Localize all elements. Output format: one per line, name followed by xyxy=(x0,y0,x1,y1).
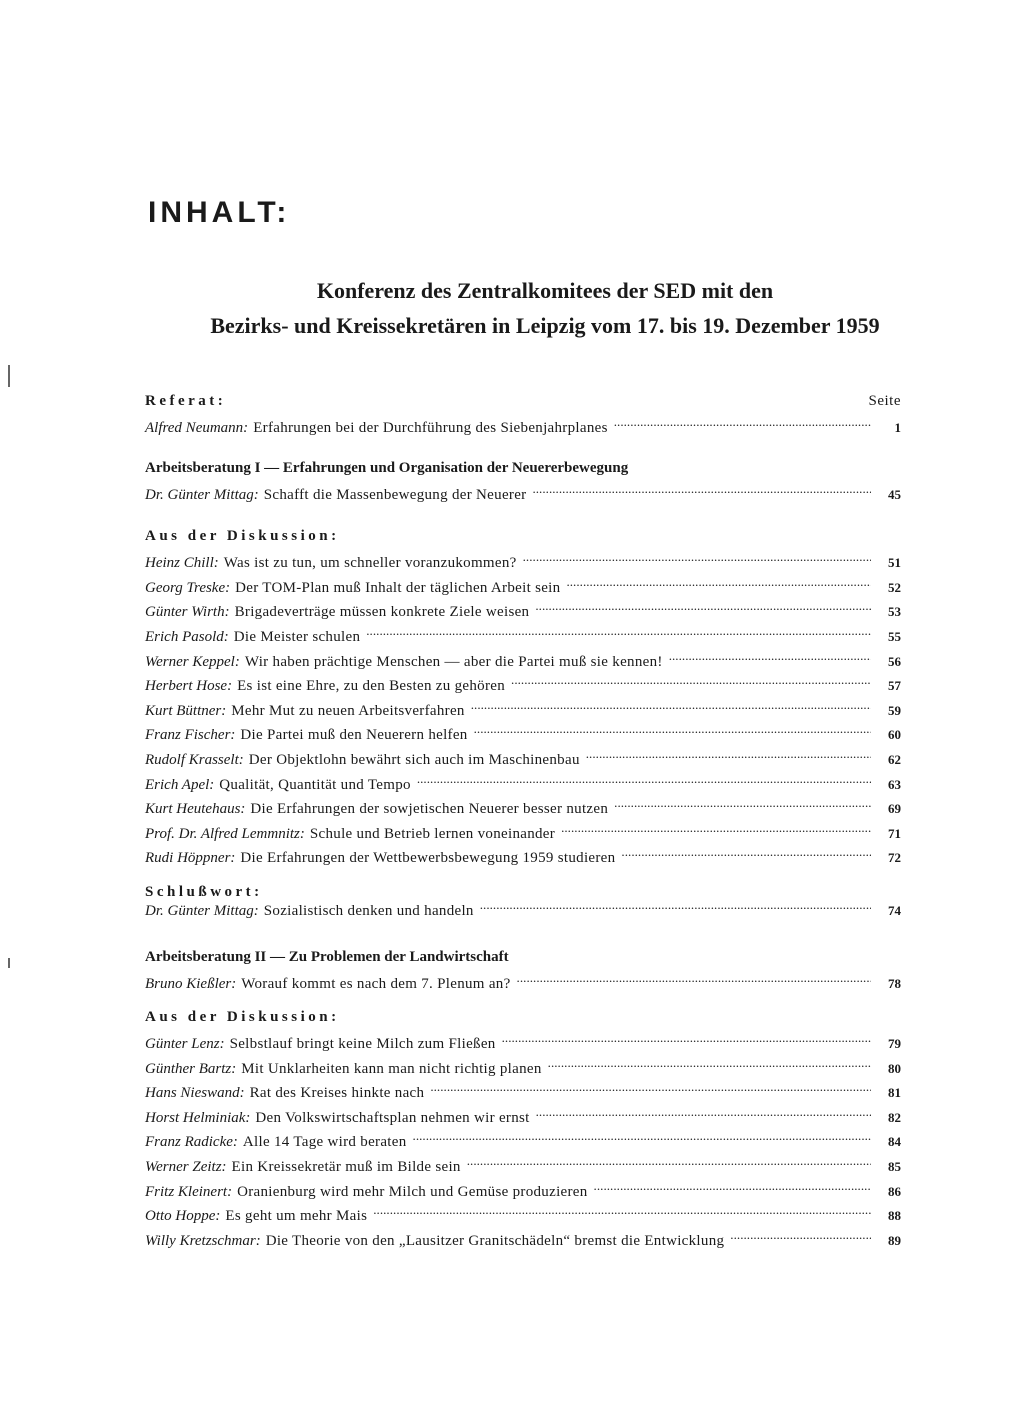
entry-author: Günter Lenz: xyxy=(145,1036,225,1053)
schlusswort-label: Schlußwort: xyxy=(145,883,263,900)
toc-entry xyxy=(145,602,901,627)
toc-entry xyxy=(145,1157,901,1182)
leader-dots xyxy=(523,555,871,569)
entry-title: Rat des Kreises hinkte nach xyxy=(249,1085,425,1102)
ab2-discussion-list xyxy=(145,1034,901,1255)
toc-entry xyxy=(145,775,901,800)
entry-title: Mehr Mut zu neuen Arbeitsverfahren xyxy=(231,702,465,719)
entry-author: Georg Treske: xyxy=(145,579,231,596)
entry-title: Schafft die Massenbewegung der Neuerer xyxy=(263,486,527,503)
toc-entry xyxy=(145,1083,901,1108)
entry-page: 86 xyxy=(888,1183,901,1199)
entry-author: Werner Keppel: xyxy=(145,653,240,670)
leader-dots xyxy=(730,1233,871,1247)
referat-heading-row xyxy=(145,382,901,410)
subtitle-line-1: Konferenz des Zentralkomitees der SED mit den xyxy=(316,278,774,303)
entry-page: 53 xyxy=(888,604,901,620)
entry-title: Erfahrungen bei der Durchführung des Siebenjahrplanes xyxy=(253,420,608,436)
entry-page: 63 xyxy=(888,776,901,792)
table-of-contents xyxy=(145,382,901,1255)
discussion-heading xyxy=(145,517,901,545)
leader-dots xyxy=(621,850,871,864)
entry-title: Es ist eine Ehre, zu den Besten zu gehören xyxy=(237,678,506,695)
leader-dots xyxy=(366,629,871,643)
entry-title: Oranienburg wird mehr Milch und Gemüse produzieren xyxy=(237,1183,588,1200)
toc-entry xyxy=(145,578,901,603)
leader-dots xyxy=(561,826,871,840)
entry-page: 62 xyxy=(888,751,901,767)
leader-dots xyxy=(430,1085,871,1099)
toc-entry xyxy=(145,1206,901,1231)
entry-page: 59 xyxy=(888,702,901,718)
toc-entry xyxy=(145,418,901,443)
toc-entry xyxy=(145,1059,901,1084)
entry-author: Hans Nieswand: xyxy=(145,1085,245,1102)
ab1-discussion-list xyxy=(145,553,901,873)
toc-entry xyxy=(145,485,901,510)
toc-entry xyxy=(145,1231,901,1256)
entry-author: Prof. Dr. Alfred Lemmnitz: xyxy=(145,825,305,842)
entry-author: Günther Bartz: xyxy=(145,1060,237,1077)
entry-title: Die Erfahrungen der Wettbewerbsbewegung 1959 studieren xyxy=(240,850,616,867)
leader-dots xyxy=(471,703,871,717)
margin-mark xyxy=(8,958,10,968)
entry-title: Selbstlauf bringt keine Milch zum Fließen xyxy=(229,1036,496,1053)
leader-dots xyxy=(413,1134,871,1148)
entry-page: 57 xyxy=(888,678,901,694)
entry-author: Alfred Neumann: xyxy=(145,420,249,436)
entry-title: Schule und Betrieb lernen voneinander xyxy=(309,825,556,842)
leader-dots xyxy=(586,752,871,766)
toc-entry xyxy=(145,824,901,849)
entry-page: 74 xyxy=(888,902,901,918)
entry-author: Fritz Kleinert: xyxy=(145,1183,233,1200)
leader-dots xyxy=(566,580,871,594)
leader-dots xyxy=(614,801,871,815)
entry-title: Es geht um mehr Mais xyxy=(225,1208,368,1225)
toc-entry xyxy=(145,1182,901,1207)
toc-entry xyxy=(145,901,901,926)
toc-entry xyxy=(145,1034,901,1059)
leader-dots xyxy=(535,604,871,618)
leader-dots xyxy=(532,487,871,501)
entry-page: 89 xyxy=(888,1232,901,1248)
seite-label: Seite xyxy=(868,393,901,409)
entry-author: Kurt Heutehaus: xyxy=(145,801,246,818)
entry-page: 79 xyxy=(888,1036,901,1052)
leader-dots xyxy=(614,420,871,434)
entry-title: Worauf kommt es nach dem 7. Plenum an? xyxy=(241,975,511,992)
entry-page: 52 xyxy=(888,579,901,595)
entry-page: 82 xyxy=(888,1109,901,1125)
entry-author: Otto Hoppe: xyxy=(145,1208,221,1225)
entry-page: 69 xyxy=(888,801,901,817)
toc-entry xyxy=(145,848,901,873)
entry-title: Der TOM-Plan muß Inhalt der täglichen Arbeit sein xyxy=(235,579,561,596)
entry-author: Werner Zeitz: xyxy=(145,1159,227,1176)
subtitle-line-2: Bezirks- und Kreissekretären in Leipzig vom 17. bis 19. Dezember 1959 xyxy=(210,313,880,338)
entry-author: Dr. Günter Mittag: xyxy=(145,902,259,919)
entry-page: 88 xyxy=(888,1208,901,1224)
leader-dots xyxy=(511,678,871,692)
entry-page: 51 xyxy=(888,555,901,571)
entry-author: Franz Fischer: xyxy=(145,727,236,744)
leader-dots xyxy=(480,903,871,917)
toc-entry xyxy=(145,725,901,750)
entry-page: 71 xyxy=(888,825,901,841)
leader-dots xyxy=(417,777,871,791)
entry-page: 60 xyxy=(888,727,901,743)
entry-title: Wir haben prächtige Menschen — aber die Partei muß sie kennen! xyxy=(244,653,663,670)
toc-entry xyxy=(145,1132,901,1157)
entry-author: Kurt Büttner: xyxy=(145,702,227,719)
entry-title: Qualität, Quantität und Tempo xyxy=(219,776,411,793)
entry-page: 85 xyxy=(888,1159,901,1175)
entry-title: Sozialistisch denken und handeln xyxy=(263,902,474,919)
entry-author: Erich Pasold: xyxy=(145,628,229,645)
entry-title: Die Partei muß den Neuerern helfen xyxy=(240,727,468,744)
discussion-label: Aus der Diskussion: xyxy=(145,1009,340,1026)
leader-dots xyxy=(669,654,871,668)
leader-dots xyxy=(536,1110,871,1124)
entry-title: Alle 14 Tage wird beraten xyxy=(242,1134,407,1151)
entry-page: 55 xyxy=(888,628,901,644)
entry-page: 78 xyxy=(888,975,901,991)
leader-dots xyxy=(474,727,871,741)
entry-author: Rudi Höppner: xyxy=(145,850,236,867)
entry-author: Rudolf Krasselt: xyxy=(145,751,244,768)
entry-author: Bruno Kießler: xyxy=(145,975,237,992)
entry-page: 45 xyxy=(888,486,901,502)
entry-author: Erich Apel: xyxy=(145,776,215,793)
leader-dots xyxy=(517,976,871,990)
leader-dots xyxy=(467,1159,871,1173)
entry-author: Horst Helminiak: xyxy=(145,1109,251,1126)
leader-dots xyxy=(594,1184,871,1198)
entry-title: Den Volkswirtschaftsplan nehmen wir ernst xyxy=(255,1109,530,1126)
toc-entry xyxy=(145,652,901,677)
discussion-label: Aus der Diskussion: xyxy=(145,528,340,545)
entry-page: 84 xyxy=(888,1134,901,1150)
entry-title: Die Theorie von den „Lausitzer Granitschädeln“ bremst die Entwicklung xyxy=(265,1232,725,1249)
entry-title: Die Erfahrungen der sowjetischen Neuerer besser nutzen xyxy=(250,801,609,818)
leader-dots xyxy=(373,1208,871,1222)
entry-title: Die Meister schulen xyxy=(233,628,361,645)
toc-entry xyxy=(145,750,901,775)
referat-label: Referat: xyxy=(145,393,227,409)
toc-entry xyxy=(145,799,901,824)
section-heading-ab1: Arbeitsberatung I — Erfahrungen und Organisation der Neuererbewegung xyxy=(145,459,629,476)
entry-page: 1 xyxy=(894,420,901,435)
entry-author: Herbert Hose: xyxy=(145,678,233,695)
margin-mark xyxy=(8,365,10,387)
entry-title: Was ist zu tun, um schneller voranzukommen? xyxy=(223,555,517,572)
entry-author: Franz Radicke: xyxy=(145,1134,238,1151)
entry-author: Günter Wirth: xyxy=(145,604,230,621)
toc-entry xyxy=(145,974,901,999)
entry-page: 81 xyxy=(888,1085,901,1101)
entry-author: Willy Kretzschmar: xyxy=(145,1232,261,1249)
toc-entry xyxy=(145,701,901,726)
discussion-heading xyxy=(145,998,901,1026)
entry-author: Heinz Chill: xyxy=(145,555,219,572)
toc-entry xyxy=(145,676,901,701)
toc-entry xyxy=(145,1108,901,1133)
entry-author: Dr. Günter Mittag: xyxy=(145,486,259,503)
entry-title: Der Objektlohn bewährt sich auch im Maschinenbau xyxy=(248,751,580,768)
schlusswort-heading xyxy=(145,873,901,901)
toc-entry xyxy=(145,553,901,578)
entry-title: Ein Kreissekretär muß im Bilde sein xyxy=(231,1159,461,1176)
entry-title: Brigadeverträge müssen konkrete Ziele weisen xyxy=(234,604,530,621)
entry-title: Mit Unklarheiten kann man nicht richtig planen xyxy=(241,1060,542,1077)
leader-dots xyxy=(502,1036,871,1050)
entry-page: 56 xyxy=(888,653,901,669)
leader-dots xyxy=(548,1061,871,1075)
entry-page: 72 xyxy=(888,850,901,866)
toc-entry xyxy=(145,627,901,652)
section-heading-ab2: Arbeitsberatung II — Zu Problemen der Landwirtschaft xyxy=(145,948,509,965)
entry-page: 80 xyxy=(888,1060,901,1076)
page-title: INHALT: xyxy=(148,196,291,229)
